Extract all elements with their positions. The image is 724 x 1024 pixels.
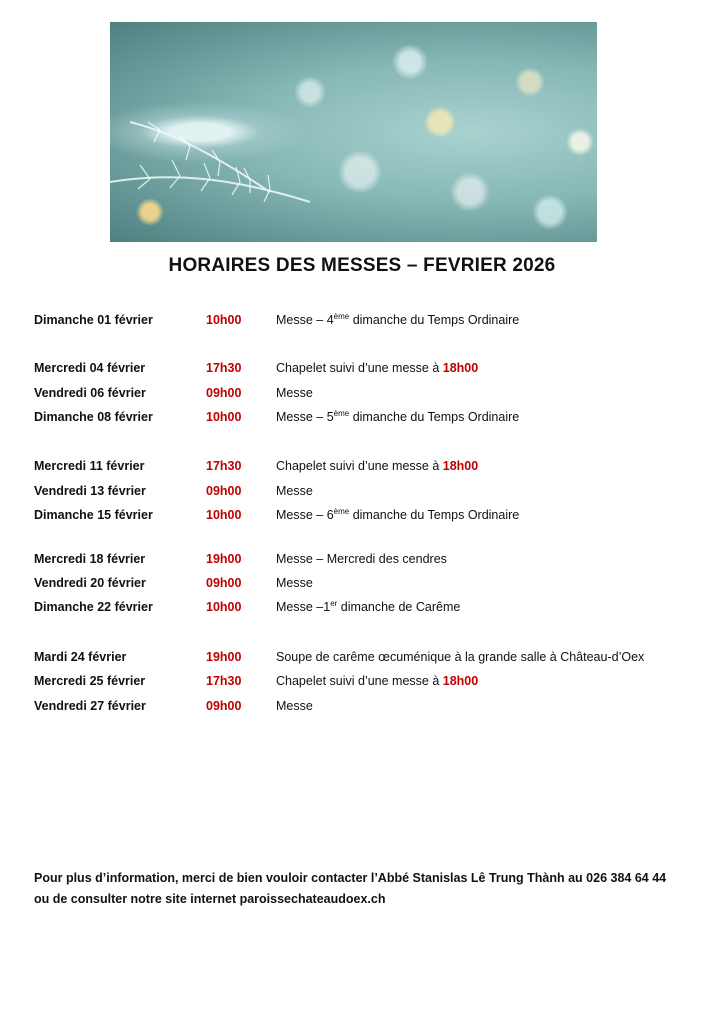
row-time: 09h00	[206, 484, 242, 498]
row-time: 10h00	[206, 508, 242, 522]
row-description: Messe – Mercredi des cendres	[276, 552, 447, 566]
row-time: 17h30	[206, 674, 242, 688]
ordinal-superscript: ème	[333, 507, 350, 516]
row-description: Messe – 5ème dimanche du Temps Ordinaire	[276, 409, 520, 424]
row-date: Mercredi 11 février	[34, 459, 145, 473]
row-description: Chapelet suivi d’une messe à 18h00	[276, 459, 479, 473]
row-time: 19h00	[206, 650, 242, 664]
row-description: Messe	[276, 386, 313, 400]
row-date: Mercredi 04 février	[34, 361, 146, 375]
row-time: 17h30	[206, 459, 242, 473]
ordinal-superscript: er	[330, 599, 338, 608]
row-date: Vendredi 20 février	[34, 576, 146, 590]
row-date: Mercredi 18 février	[34, 552, 146, 566]
row-time: 09h00	[206, 386, 242, 400]
mass-time-highlight: 18h00	[442, 674, 479, 688]
row-date: Mardi 24 février	[34, 650, 127, 664]
row-description: Chapelet suivi d’une messe à 18h00	[276, 674, 479, 688]
row-date: Vendredi 27 février	[34, 699, 146, 713]
row-time: 09h00	[206, 576, 242, 590]
row-date: Dimanche 22 février	[34, 600, 153, 614]
page-title: HORAIRES DES MESSES – FEVRIER 2026	[168, 255, 556, 276]
row-time: 10h00	[206, 313, 242, 327]
row-date: Vendredi 13 février	[34, 484, 146, 498]
row-date: Dimanche 08 février	[34, 410, 153, 424]
footer-website: ou de consulter notre site internet paroissechateaudoex.ch	[34, 892, 386, 906]
banner-image	[110, 22, 597, 242]
ordinal-superscript: ème	[333, 312, 350, 321]
ordinal-superscript: ème	[333, 409, 350, 418]
row-date: Dimanche 01 février	[34, 313, 153, 327]
row-time: 17h30	[206, 361, 242, 375]
row-time: 10h00	[206, 600, 242, 614]
row-description: Messe –1er dimanche de Carême	[276, 599, 461, 614]
row-time: 09h00	[206, 699, 242, 713]
row-description: Messe	[276, 576, 313, 590]
row-description: Chapelet suivi d’une messe à 18h00	[276, 361, 479, 375]
row-description: Messe	[276, 484, 313, 498]
footer-contact: Pour plus d’information, merci de bien vouloir contacter l’Abbé Stanislas Lê Trung Thành au 026 384 64 44	[34, 871, 667, 885]
row-description: Soupe de carême œcuménique à la grande salle à Château-d’Oex	[276, 650, 645, 664]
row-date: Mercredi 25 février	[34, 674, 146, 688]
frosted-branch-illustration	[110, 62, 410, 242]
row-date: Dimanche 15 février	[34, 508, 153, 522]
mass-time-highlight: 18h00	[442, 361, 479, 375]
row-time: 19h00	[206, 552, 242, 566]
row-date: Vendredi 06 février	[34, 386, 146, 400]
row-description: Messe – 6ème dimanche du Temps Ordinaire	[276, 507, 520, 522]
row-description: Messe	[276, 699, 313, 713]
row-description: Messe – 4ème dimanche du Temps Ordinaire	[276, 312, 520, 327]
row-time: 10h00	[206, 410, 242, 424]
mass-time-highlight: 18h00	[442, 459, 479, 473]
